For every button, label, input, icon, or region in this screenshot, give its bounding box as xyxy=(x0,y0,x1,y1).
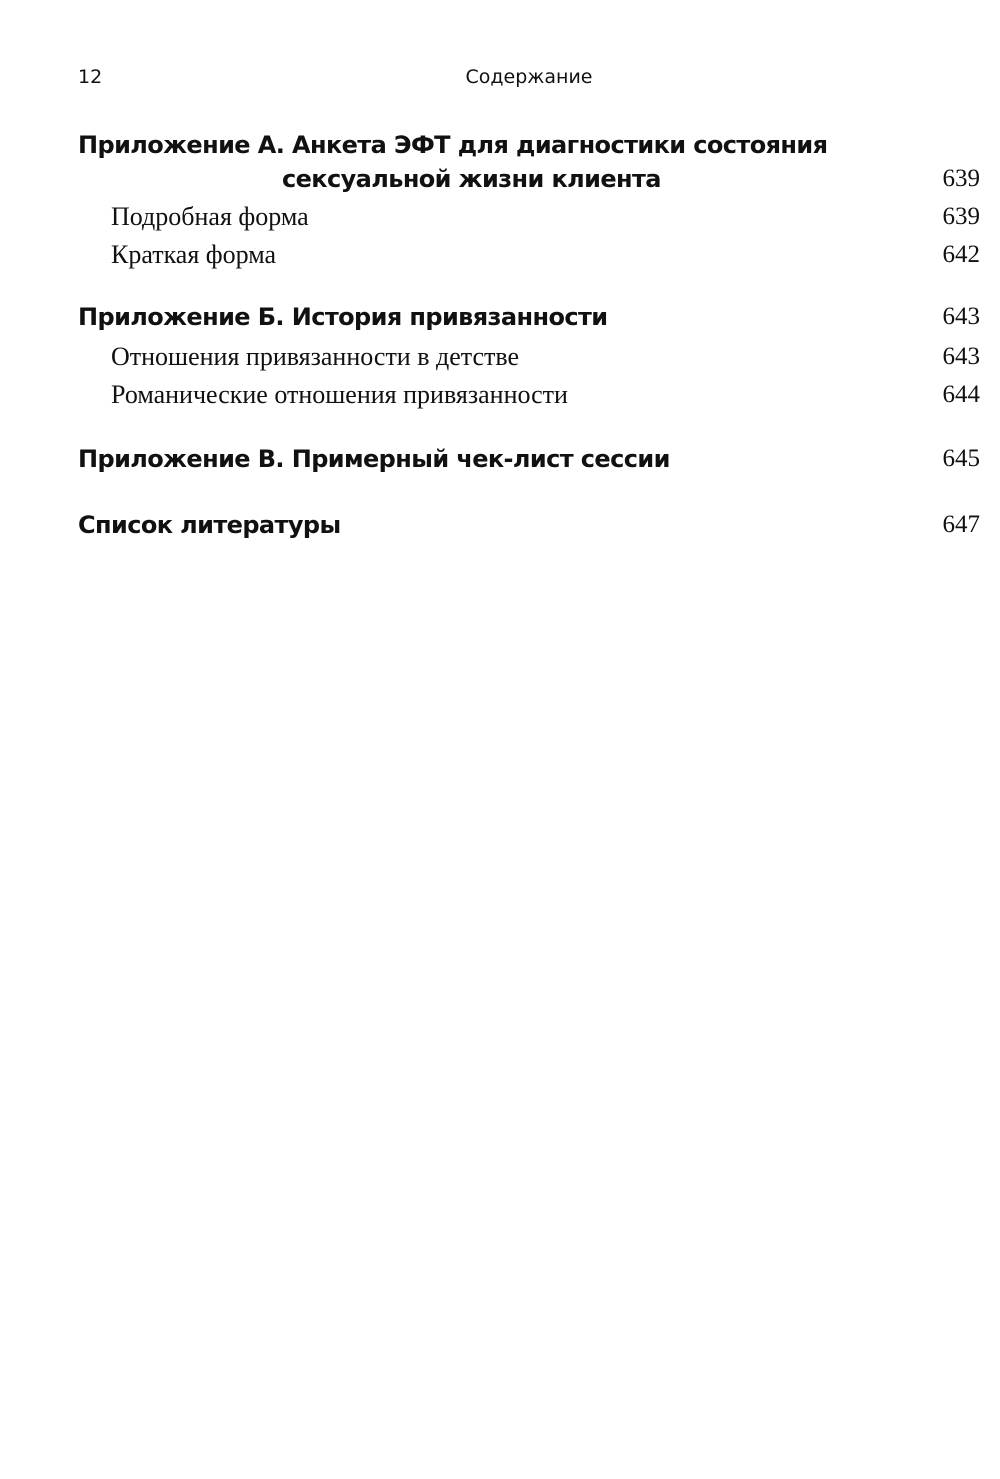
toc-subentry-page: 639 xyxy=(942,203,980,230)
toc-entry-page: 639 xyxy=(942,165,980,192)
toc-subentry-romantic-attachment[interactable] xyxy=(78,376,980,414)
toc-entry-appendix-v[interactable] xyxy=(78,442,980,476)
toc-entry-title xyxy=(78,128,827,196)
toc-subentry-page: 642 xyxy=(942,241,980,268)
toc-subentry-short-form[interactable] xyxy=(78,236,980,274)
toc-subentry-title: Подробная форма xyxy=(111,202,309,231)
toc-subentry-page: 644 xyxy=(942,381,980,408)
toc-entry-title-line1: Приложение А. Анкета ЭФТ для диагностики состояния xyxy=(78,131,828,159)
toc-subentry-title: Романические отношения привязанности xyxy=(111,380,568,409)
toc-entry-appendix-b[interactable] xyxy=(78,300,980,334)
toc-entry-title: Приложение В. Примерный чек-лист сессии xyxy=(78,445,670,473)
toc-entry-title: Приложение Б. История привязанности xyxy=(78,303,608,331)
toc-subentry-page: 643 xyxy=(942,343,980,370)
toc-subentry-childhood-attachment[interactable] xyxy=(78,338,980,376)
toc-entry-title-line2: сексуальной жизни клиента xyxy=(282,165,661,193)
page-number: 12 xyxy=(78,66,103,88)
toc-entry-appendix-a[interactable] xyxy=(78,128,980,196)
toc-subentry-title: Отношения привязанности в детстве xyxy=(111,342,520,371)
toc-entry-bibliography[interactable] xyxy=(78,508,980,542)
toc-subentry-title: Краткая форма xyxy=(111,240,277,269)
toc-entry-page: 643 xyxy=(942,303,980,330)
toc-entry-title: Список литературы xyxy=(78,511,341,539)
toc-entry-page: 647 xyxy=(942,511,980,538)
toc-entry-page: 645 xyxy=(942,445,980,472)
table-of-contents xyxy=(78,128,980,542)
toc-subentry-detailed-form[interactable] xyxy=(78,198,980,236)
running-head xyxy=(78,66,980,96)
running-title: Содержание xyxy=(465,66,593,88)
